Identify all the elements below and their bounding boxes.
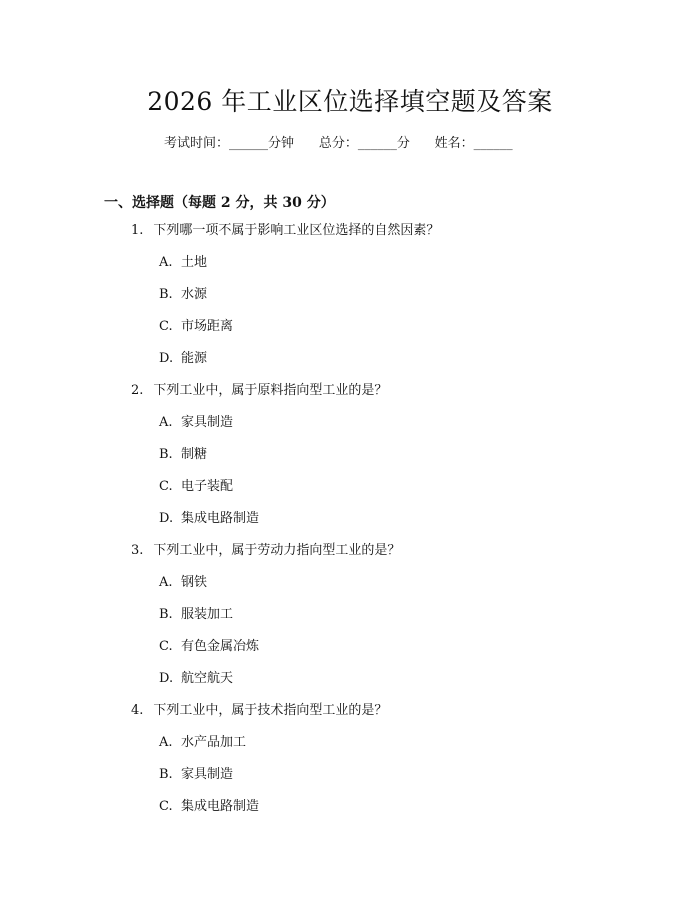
- question-number: 4.: [131, 703, 144, 718]
- option-letter: A.: [159, 415, 173, 430]
- answer-option: [0, 604, 700, 636]
- option-text: 钢铁: [181, 575, 208, 590]
- option-letter: B.: [159, 287, 173, 302]
- question-stem: [0, 220, 700, 252]
- option-letter: D.: [159, 511, 174, 526]
- answer-option: [0, 572, 700, 604]
- option-text: 家具制造: [181, 415, 234, 430]
- option-text: 水源: [181, 287, 208, 302]
- option-letter: D.: [159, 351, 174, 366]
- score-blank: ______: [357, 136, 397, 151]
- score-label: 总分：: [318, 136, 358, 151]
- answer-option: [0, 476, 700, 508]
- option-text: 土地: [181, 255, 208, 270]
- answer-option: [0, 668, 700, 700]
- answer-option: [0, 796, 700, 828]
- option-text: 家具制造: [181, 767, 234, 782]
- question-stem: [0, 380, 700, 412]
- question-number: 2.: [131, 383, 144, 398]
- option-letter: C.: [159, 319, 173, 334]
- answer-option: [0, 284, 700, 316]
- answer-option: [0, 764, 700, 796]
- option-text: 有色金属冶炼: [181, 639, 260, 654]
- option-text: 制糖: [181, 447, 208, 462]
- question-list: [0, 220, 700, 828]
- question-text: 下列工业中，属于原料指向型工业的是？: [153, 383, 388, 398]
- question-text: 下列工业中，属于劳动力指向型工业的是？: [153, 543, 401, 558]
- question-stem: [0, 540, 700, 572]
- option-letter: B.: [159, 447, 173, 462]
- question-stem: [0, 700, 700, 732]
- answer-option: [0, 444, 700, 476]
- option-letter: B.: [159, 767, 173, 782]
- option-text: 市场距离: [181, 319, 234, 334]
- name-blank: ______: [473, 136, 513, 151]
- question-text: 下列哪一项不属于影响工业区位选择的自然因素？: [153, 223, 440, 238]
- answer-option: [0, 316, 700, 348]
- question-number: 3.: [131, 543, 144, 558]
- time-unit: 分钟: [268, 136, 295, 151]
- name-label: 姓名：: [434, 136, 474, 151]
- question-number: 1.: [131, 223, 144, 238]
- answer-option: [0, 508, 700, 540]
- option-text: 航空航天: [181, 671, 234, 686]
- option-text: 集成电路制造: [181, 799, 260, 814]
- question-text: 下列工业中，属于技术指向型工业的是？: [153, 703, 388, 718]
- answer-option: [0, 348, 700, 380]
- option-letter: C.: [159, 799, 173, 814]
- answer-option: [0, 252, 700, 284]
- time-blank: ______: [229, 136, 269, 151]
- option-letter: A.: [159, 575, 173, 590]
- answer-option: [0, 732, 700, 764]
- option-letter: A.: [159, 255, 173, 270]
- option-text: 电子装配: [181, 479, 234, 494]
- option-text: 水产品加工: [181, 735, 247, 750]
- option-letter: A.: [159, 735, 173, 750]
- score-unit: 分: [396, 136, 410, 151]
- option-letter: C.: [159, 479, 173, 494]
- answer-option: [0, 412, 700, 444]
- option-letter: C.: [159, 639, 173, 654]
- option-text: 集成电路制造: [181, 511, 260, 526]
- answer-option: [0, 636, 700, 668]
- page-title: 2026 年工业区位选择填空题及答案: [147, 87, 553, 116]
- time-label: 考试时间：: [164, 136, 230, 151]
- option-letter: D.: [159, 671, 174, 686]
- exam-meta-line: [164, 132, 513, 151]
- option-text: 服装加工: [181, 607, 234, 622]
- option-letter: B.: [159, 607, 173, 622]
- option-text: 能源: [181, 351, 208, 366]
- section-heading: 一、选择题（每题 2 分，共 30 分）: [104, 195, 335, 211]
